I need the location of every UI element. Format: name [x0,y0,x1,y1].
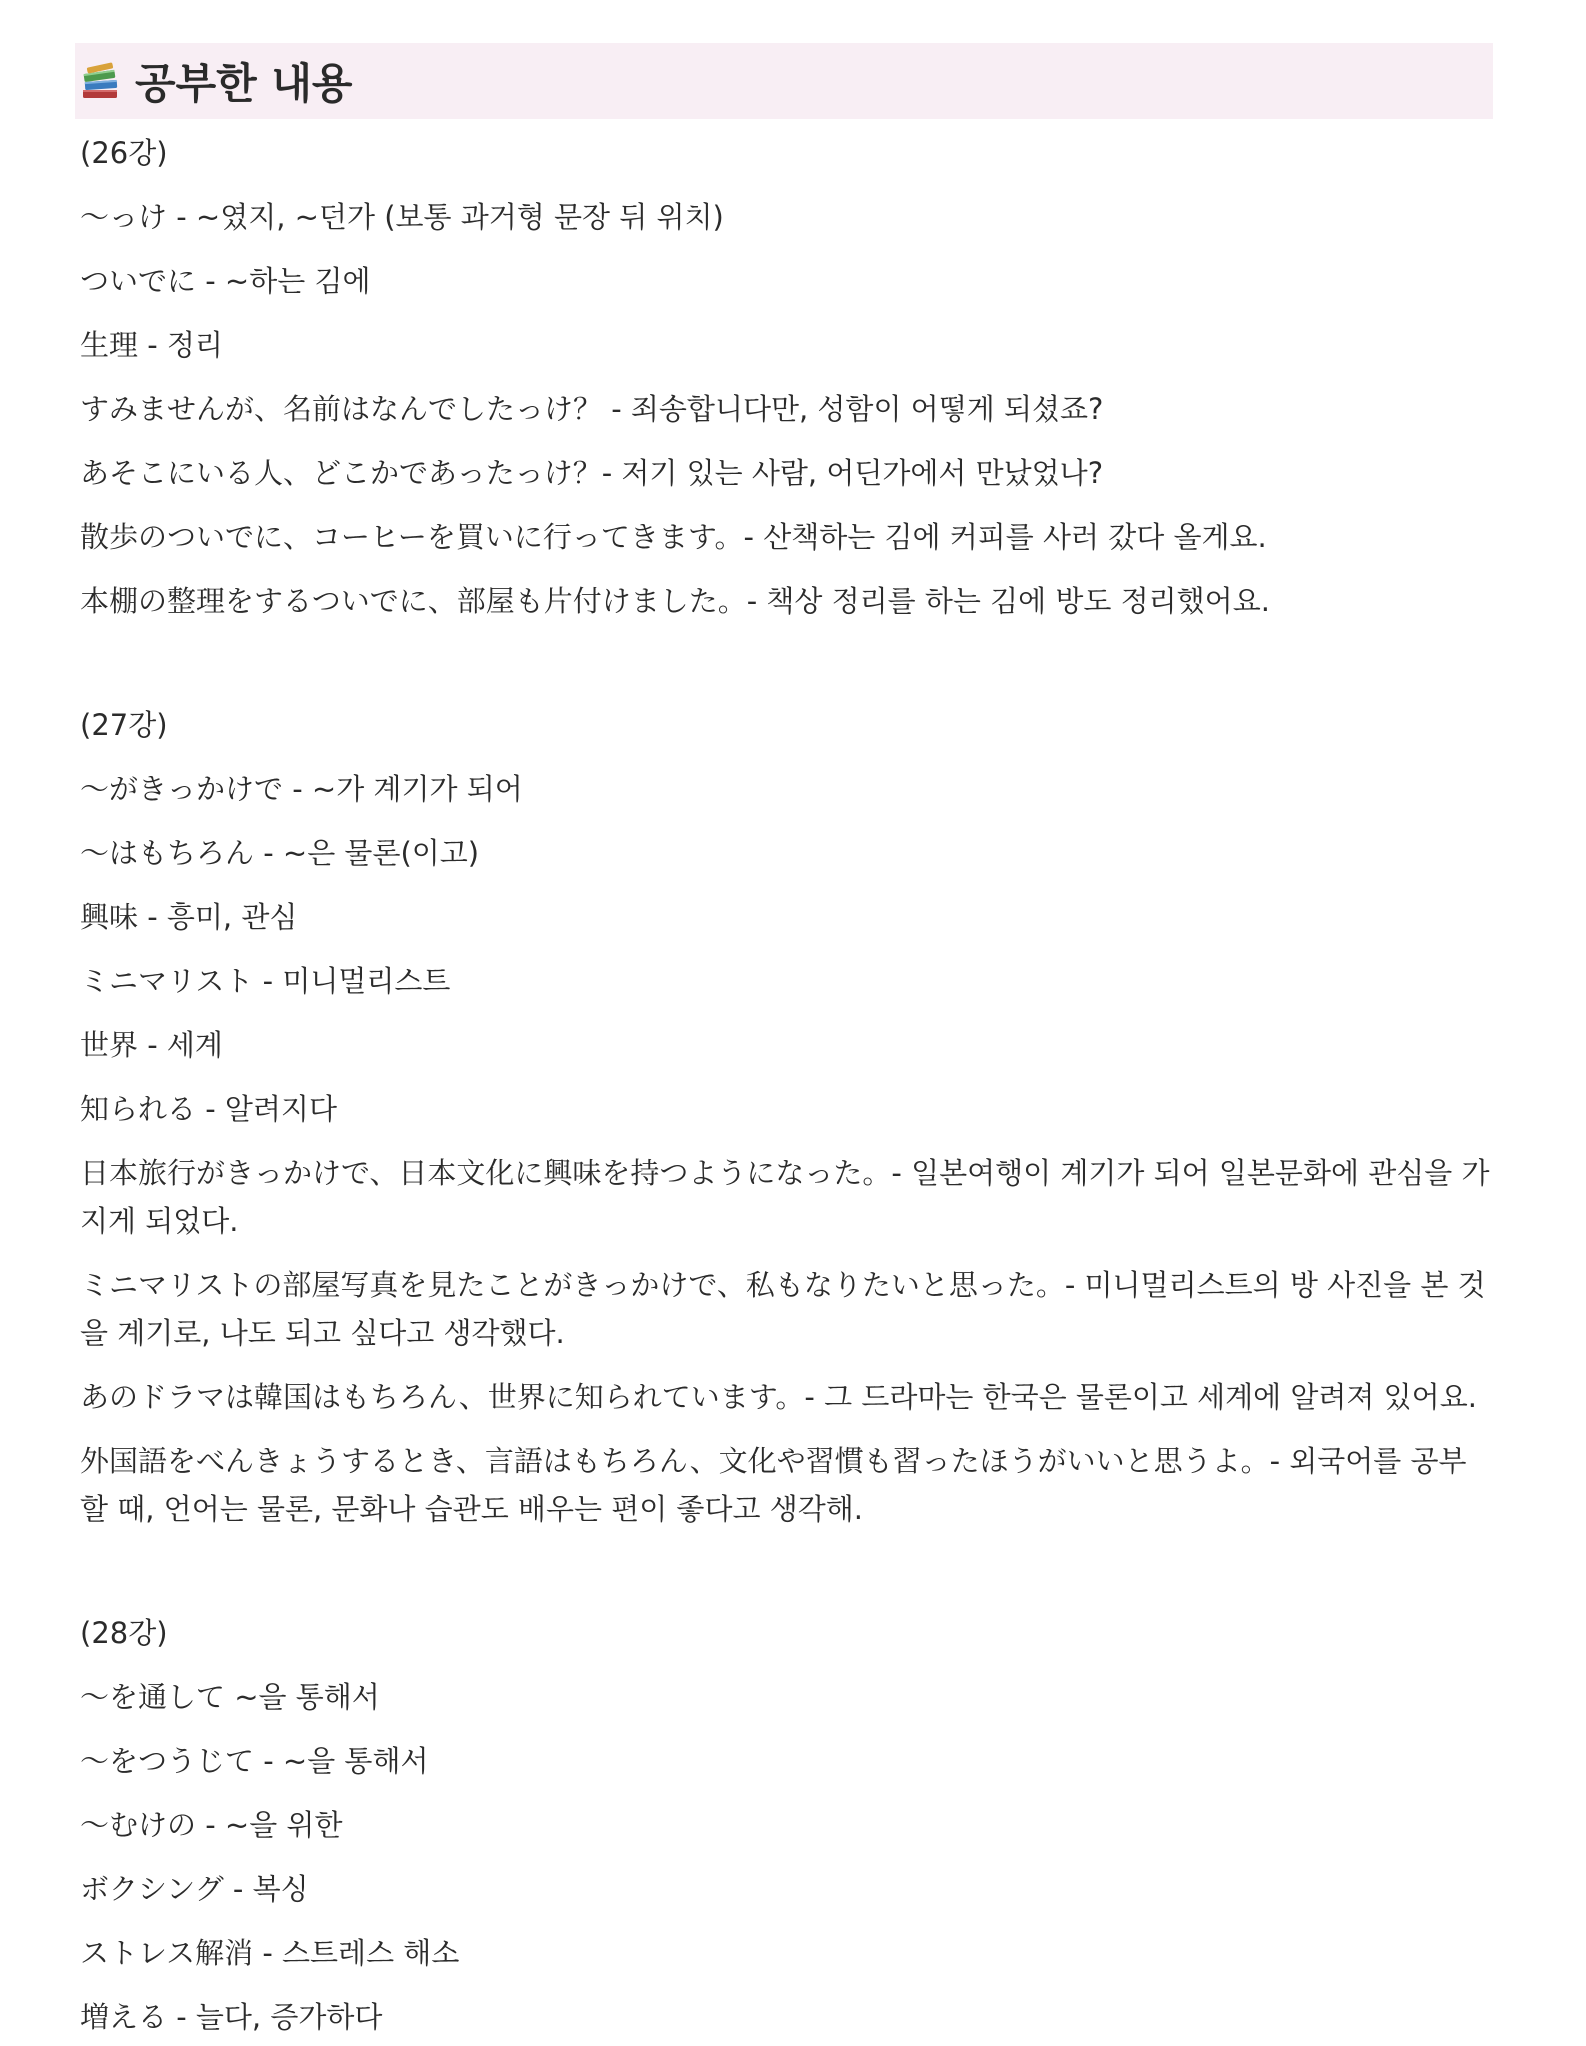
note-line: すみませんが、名前はなんでしたっけ？ - 죄송합니다만, 성함이 어떻게 되셨죠? [80,392,1104,426]
note-line: ミニマリスト - 미니멀리스트 [80,964,451,998]
spacer [80,1533,1493,1593]
spacer [80,625,1493,685]
note-line: あそこにいる人、どこかであったっけ？- 저기 있는 사람, 어딘가에서 만났었나? [80,456,1104,490]
books-icon [79,60,121,102]
note-line: ～がきっかけで - ~가 계기가 되어 [80,772,523,806]
notes-content [75,129,1493,2041]
note-line: ボクシング - 복싱 [80,1872,309,1906]
section-header [75,43,1493,119]
note-line: 知られる - 알려지다 [80,1092,337,1126]
note-line: ついでに - ~하는 김에 [80,264,371,298]
note-line: ～をつうじて - ~을 통해서 [80,1744,429,1778]
note-line: 日本旅行がきっかけで、日本文化に興味を持つようになった。- 일본여행이 계기가 되어 일본문화에 관심을 가지게 되었다. [80,1156,1490,1238]
document-page [75,43,1493,2041]
lesson-heading: (27강) [80,708,168,742]
note-line: ～はもちろん - ~은 물론(이고) [80,836,480,870]
note-line: ～っけ - ~였지, ~던가 (보통 과거형 문장 뒤 위치) [80,200,724,234]
lesson-heading: (28강) [80,1616,168,1650]
note-line: 興味 - 흥미, 관심 [80,900,298,934]
note-line: ミニマリストの部屋写真を見たことがきっかけで、私もなりたいと思った。- 미니멀리스트의 방 사진을 본 것을 계기로, 나도 되고 싶다고 생각했다. [80,1268,1486,1350]
page-title: 공부한 내용 [135,59,353,108]
note-line: ストレス解消 - 스트레스 해소 [80,1936,460,1970]
note-line: 本棚の整理をするついでに、部屋も片付けました。- 책상 정리를 하는 김에 방도 정리했어요. [80,584,1270,618]
note-line: 散歩のついでに、コーヒーを買いに行ってきます。- 산책하는 김에 커피를 사러 갔다 올게요. [80,520,1267,554]
note-line: 外国語をべんきょうするとき、言語はもちろん、文化や習慣も習ったほうがいいと思うよ。- 외국어를 공부할 때, 언어는 물론, 문화나 습관도 배우는 편이 좋다고 생각해. [80,1444,1467,1526]
note-line: ～むけの - ~을 위한 [80,1808,343,1842]
note-line: あのドラマは韓国はもちろん、世界に知られています。- 그 드라마는 한국은 물론이고 세계에 알려져 있어요. [80,1380,1477,1414]
note-line: 増える - 늘다, 증가하다 [80,2000,383,2034]
lesson-heading: (26강) [80,136,168,170]
note-line: 生理 - 정리 [80,328,223,362]
note-line: 世界 - 세계 [80,1028,223,1062]
note-line: ～を通して ~을 통해서 [80,1680,380,1714]
